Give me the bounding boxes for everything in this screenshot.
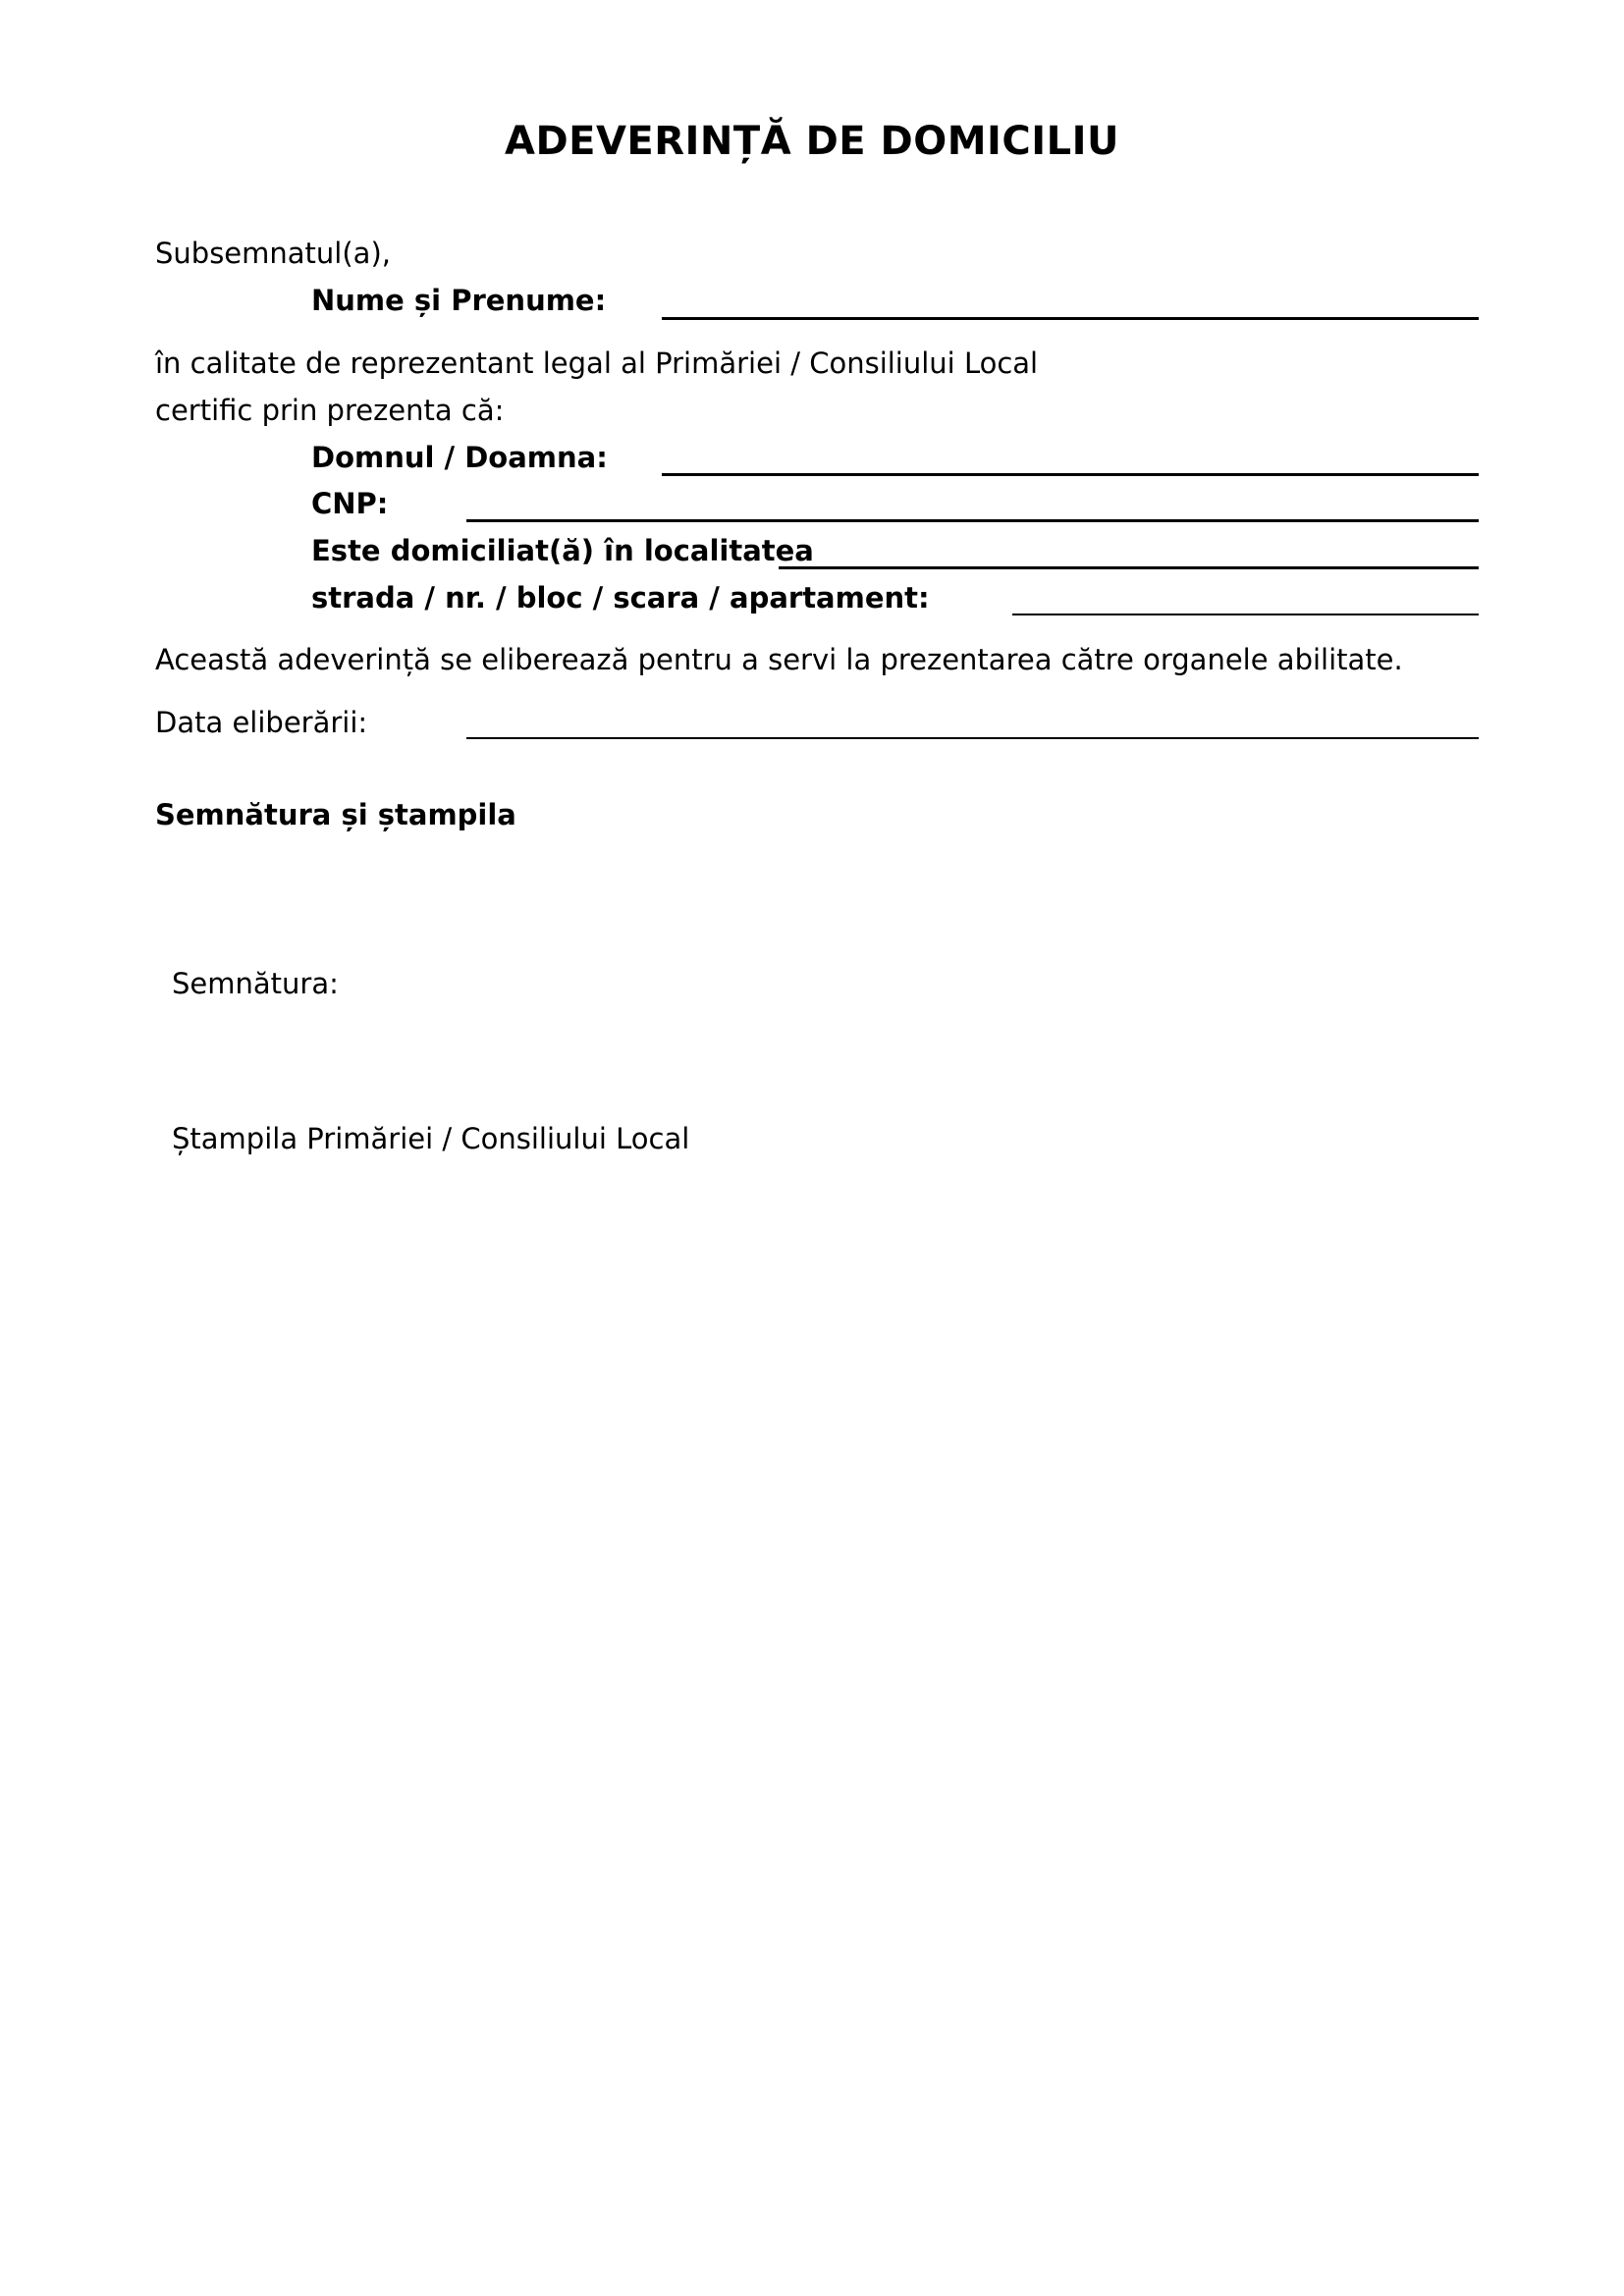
cnp-label: CNP: (311, 487, 389, 520)
signature-stamp-heading: Semnătura și ștampila (155, 798, 516, 831)
signer-name-field-line[interactable] (662, 317, 1479, 320)
intro-text: Subsemnatul(a), (155, 237, 391, 270)
locality-label: Este domiciliat(ă) în localitatea (311, 534, 814, 567)
address-label: strada / nr. / bloc / scara / apartament: (311, 581, 930, 614)
locality-field-line[interactable] (779, 566, 1479, 569)
cnp-field-line[interactable] (466, 519, 1479, 522)
purpose-text: Această adeverință se eliberează pentru a servi la prezentarea către organele abilitate. (155, 643, 1403, 676)
document-title: ADEVERINȚĂ DE DOMICILIU (504, 119, 1120, 164)
capacity-text-line-2: certific prin prezenta că: (155, 394, 505, 427)
person-label: Domnul / Doamna: (311, 441, 608, 474)
signature-label: Semnătura: (172, 967, 339, 1000)
capacity-text-line-1: în calitate de reprezentant legal al Primăriei / Consiliului Local (155, 347, 1039, 380)
issue-date-field-line[interactable] (466, 737, 1479, 739)
address-field-line[interactable] (1012, 614, 1479, 615)
person-name-field-line[interactable] (662, 473, 1479, 476)
signer-name-label: Nume și Prenume: (311, 284, 607, 317)
issue-date-label: Data eliberării: (155, 706, 368, 739)
stamp-label: Ștampila Primăriei / Consiliului Local (172, 1122, 690, 1155)
